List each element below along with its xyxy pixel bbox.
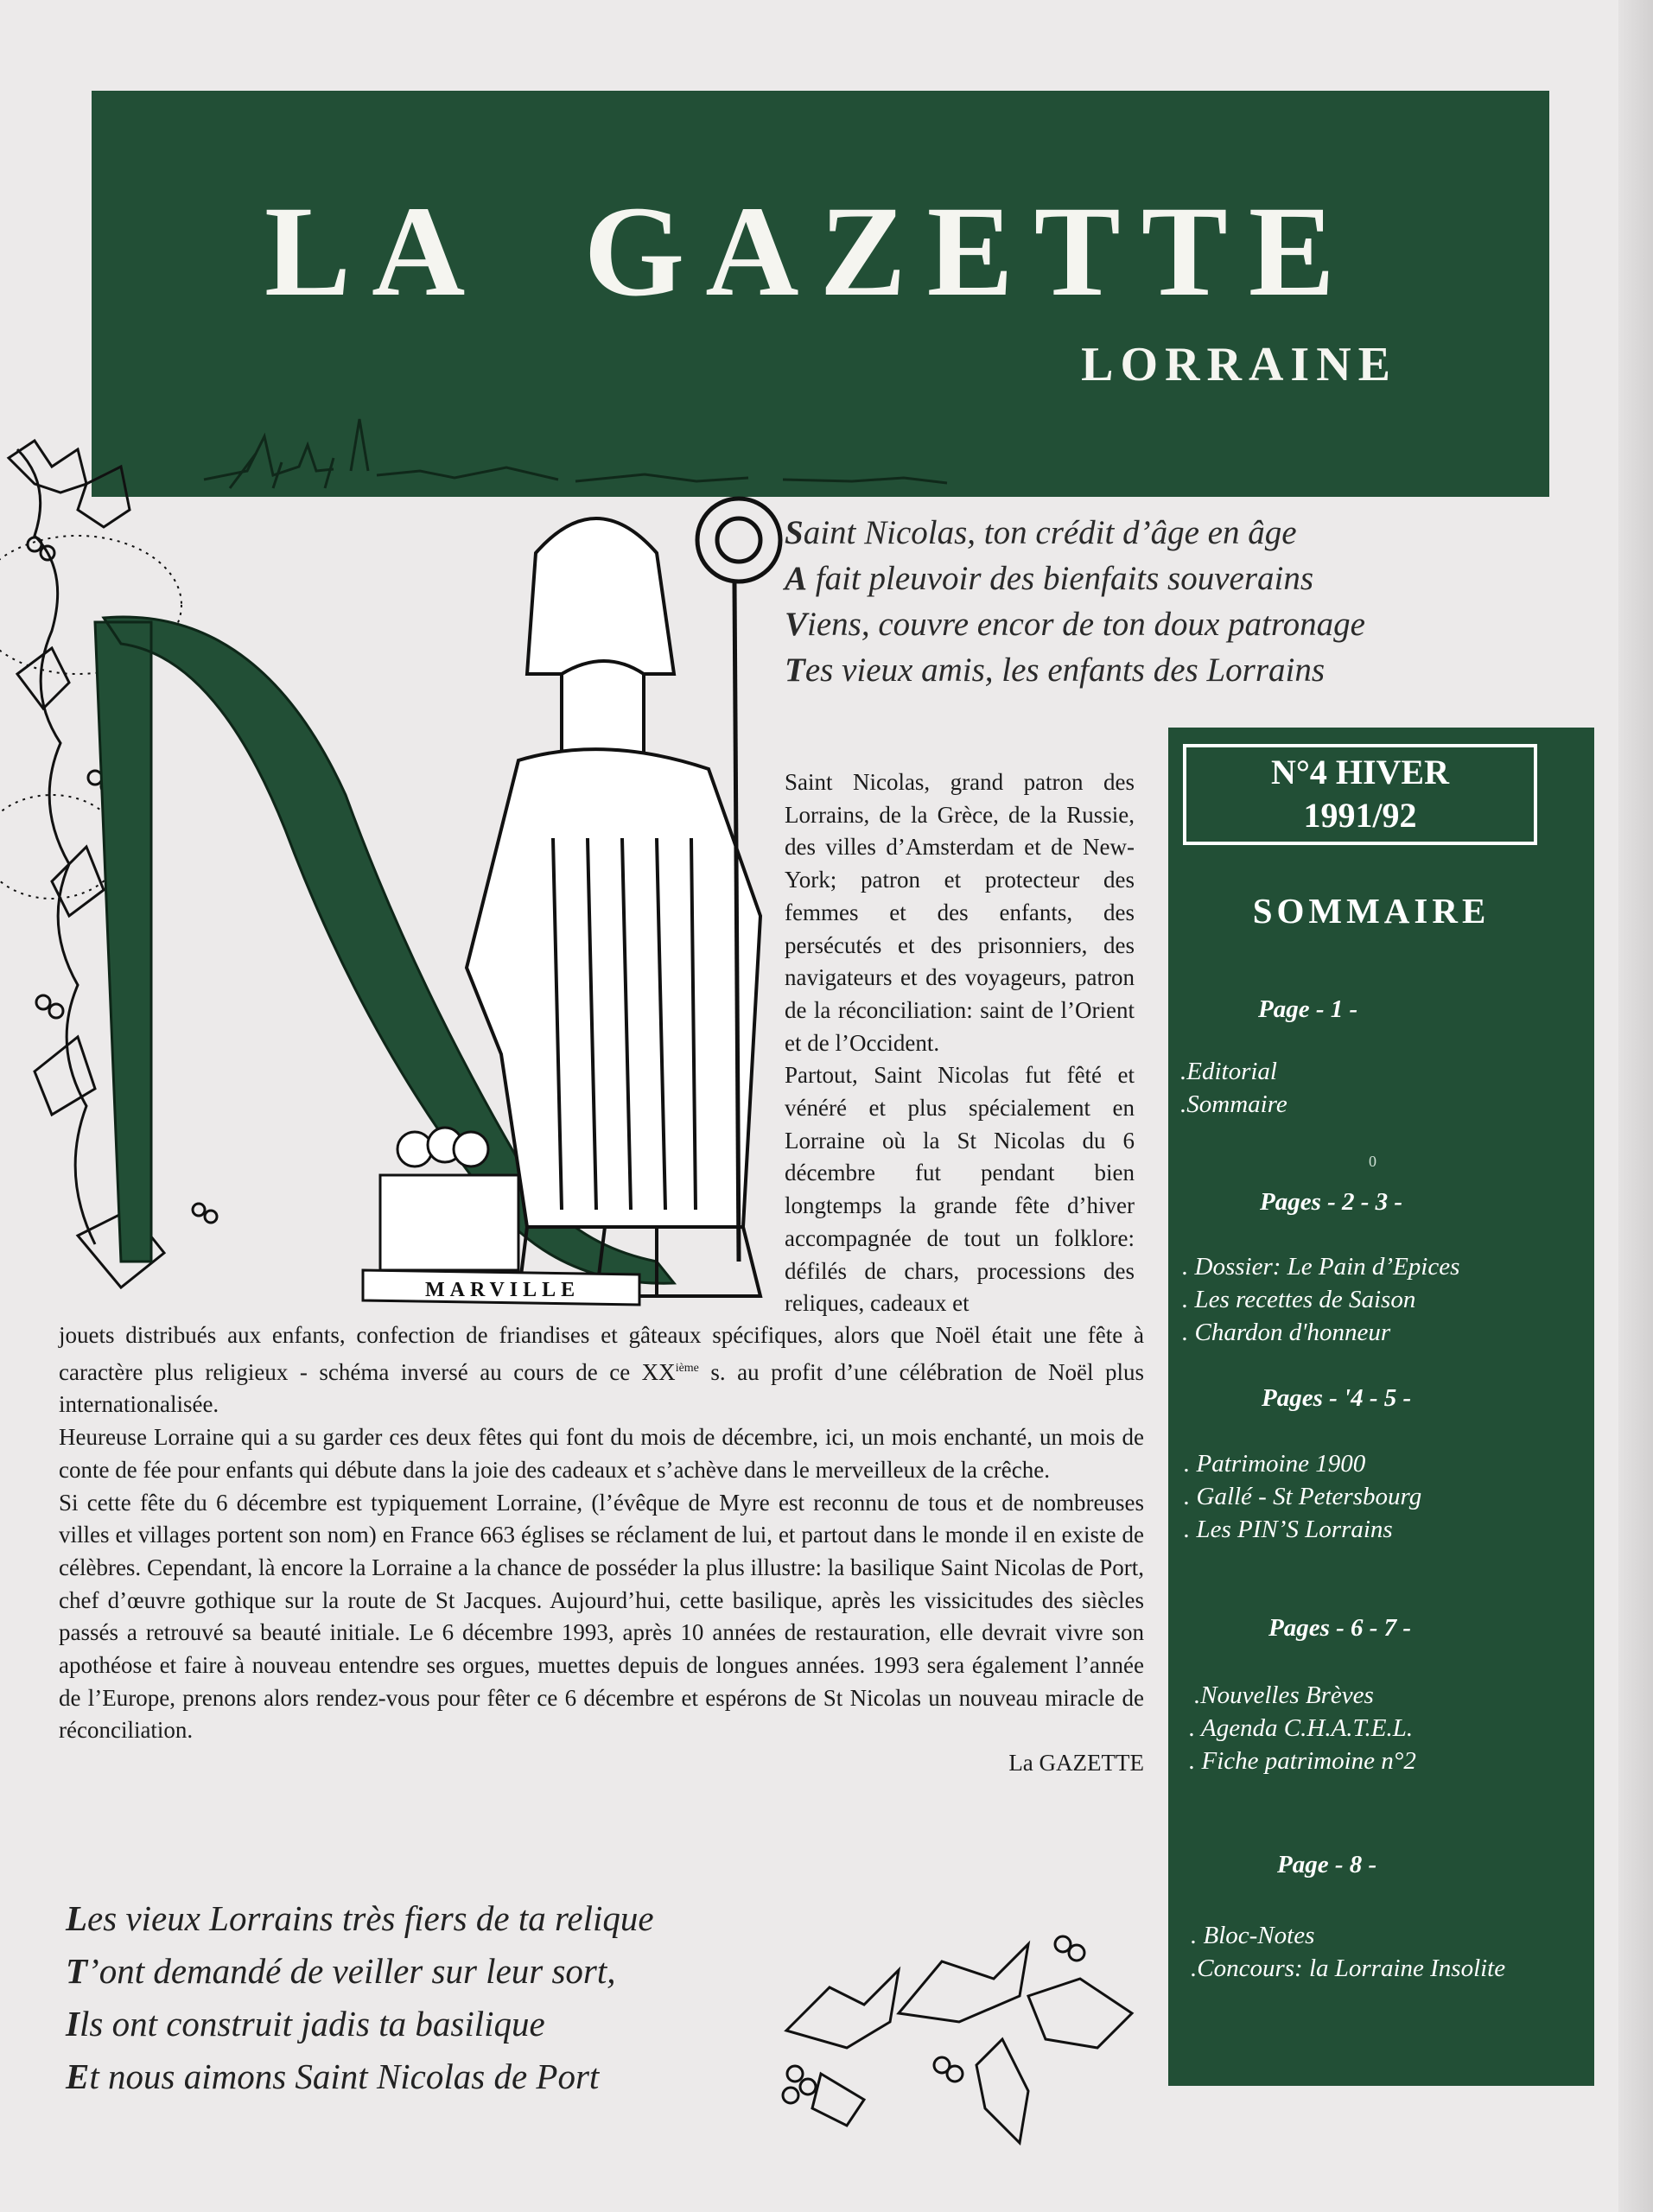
poem-initial: S bbox=[785, 514, 804, 551]
issue-number: N°4 HIVER bbox=[1270, 753, 1449, 791]
toc-item: . Gallé - St Petersbourg bbox=[1184, 1483, 1422, 1510]
toc-section-heading: Pages - 6 - 7 - bbox=[1268, 1614, 1412, 1642]
poem-initial: T bbox=[785, 652, 805, 689]
toc-item: . Patrimoine 1900 bbox=[1184, 1450, 1366, 1478]
masthead-subtitle: LORRAINE bbox=[1081, 338, 1397, 391]
poem-line bbox=[66, 2050, 843, 2103]
poem-line bbox=[785, 510, 1545, 556]
toc-mark: 0 bbox=[1369, 1153, 1376, 1170]
toc-item: . Chardon d'honneur bbox=[1182, 1319, 1391, 1346]
sommaire-title: SOMMAIRE bbox=[1252, 891, 1491, 931]
poem-bottom bbox=[66, 1892, 843, 2103]
poem-line bbox=[785, 647, 1545, 693]
toc-item: . Fiche patrimoine n°2 bbox=[1189, 1747, 1416, 1775]
article-text: jouets distribués aux enfants, confection de friandises et gâteaux spécifiques, alors que Noël était une fête à caractère plus religieux - schéma inversé au cours de ce XX bbox=[59, 1322, 1144, 1385]
poem-line bbox=[785, 601, 1545, 647]
poem-initial: A bbox=[785, 560, 808, 597]
saint-nicolas-illustration bbox=[0, 432, 786, 1331]
toc-item: . Dossier: Le Pain d’Epices bbox=[1182, 1253, 1460, 1281]
poem-line bbox=[66, 1945, 843, 1998]
poem-initial: T bbox=[66, 1951, 88, 1991]
toc-item: .Editorial bbox=[1180, 1058, 1277, 1085]
toc-section-heading: Page - 1 - bbox=[1258, 995, 1358, 1023]
page-edge bbox=[1618, 0, 1653, 2212]
toc-section-heading: Page - 8 - bbox=[1277, 1851, 1377, 1878]
poem-text: t nous aimons Saint Nicolas de Port bbox=[89, 2056, 600, 2096]
poem-line bbox=[785, 556, 1545, 601]
superscript: ième bbox=[675, 1361, 699, 1375]
article-paragraph: Heureuse Lorraine qui a su garder ces deux fêtes qui font du mois de décembre, ici, un mois enchanté, un mois de conte de fée pour enfants qui débute dans la joie des cadeaux et s’achève dans le merveilleux de la crêche. bbox=[59, 1424, 1144, 1483]
toc-section-heading: Pages - '4 - 5 - bbox=[1262, 1384, 1412, 1412]
article-paragraph: Saint Nicolas, grand patron des Lorrains, de la Grèce, de la Russie, des villes d’Amsterdam et de New-York; patron et protecteur des femmes et des enfants, des persécutés et des prisonniers, des navigateurs et des voyageurs, patron de la réconciliation: saint de l’Orient et de l’Occident. bbox=[785, 769, 1135, 1056]
illustration-caption: MARVILLE bbox=[425, 1279, 581, 1301]
poem-line bbox=[66, 1892, 843, 1945]
issue-date: 1991/92 bbox=[1303, 796, 1417, 835]
toc-item: . Agenda C.H.A.T.E.L. bbox=[1189, 1714, 1414, 1742]
poem-top bbox=[785, 510, 1545, 693]
poem-initial: E bbox=[66, 2056, 90, 2096]
article-text: s. au profit d’une célébration de Noël plus internationalisée. bbox=[59, 1358, 1145, 1418]
sommaire-sidebar bbox=[1168, 728, 1594, 2086]
poem-text: aint Nicolas, ton crédit d’âge en âge bbox=[803, 514, 1297, 551]
poem-text: iens, couvre encor de ton doux patronage bbox=[807, 606, 1365, 643]
article-paragraph: Partout, Saint Nicolas fut fêté et vénéré et plus spécialement en Lorraine où la St Nicolas du 6 décembre fut pendant bien longtemps la grande fête d’hiver accompagnée de tout un folklore: défilés de chars, processions des reliques, cadeaux et bbox=[785, 1062, 1135, 1317]
toc-item: . Les PIN’S Lorrains bbox=[1184, 1516, 1393, 1543]
article-column bbox=[785, 766, 1135, 1320]
article-paragraph: Si cette fête du 6 décembre est typiquement Lorraine, (l’évêque de Myre est reconnu de tous et de nombreuses villes et villages portent son nom) en France 663 églises se réclament de lui, et partout dans le monde il en existe de célèbres. Cependant, là encore la Lorraine a la chance de posséder la plus illustre: la basilique Saint Nicolas de Port, chef d’œuvre gothique sur la route de St Jacques. Aujourd’hui, cette basilique, après les vissicitudes des siècles passés a retrouvé sa beauté initiale. Le 6 décembre 1993, après 10 années de restauration, elle devrait vivre son apothéose et faire à nouveau entendre ses orgues, muettes depuis de longues années. 1993 sera également l’année de l’Europe, prenons alors rendez-vous pour fêter ce 6 décembre et espérons de St Nicolas un nouveau miracle de réconciliation. bbox=[59, 1489, 1144, 1744]
poem-initial: L bbox=[66, 1898, 88, 1938]
article-paragraph bbox=[59, 1319, 1144, 1421]
article-wide bbox=[59, 1319, 1144, 1780]
toc-section-heading: Pages - 2 - 3 - bbox=[1260, 1188, 1403, 1216]
toc-item: .Nouvelles Brèves bbox=[1194, 1681, 1374, 1709]
poem-text: ’ont demandé de veiller sur leur sort, bbox=[87, 1951, 616, 1991]
toc-item: .Concours: la Lorraine Insolite bbox=[1191, 1955, 1506, 1982]
poem-text: es vieux Lorrains très fiers de ta relique bbox=[87, 1898, 654, 1938]
poem-line bbox=[66, 1998, 843, 2050]
poem-text: es vieux amis, les enfants des Lorrains bbox=[804, 652, 1326, 689]
toc-item: . Les recettes de Saison bbox=[1182, 1286, 1416, 1313]
poem-initial: V bbox=[785, 606, 808, 643]
holly-sprig-illustration bbox=[769, 1918, 1175, 2152]
masthead-title: LA GAZETTE bbox=[264, 180, 1356, 323]
poem-initial: I bbox=[66, 2004, 79, 2044]
article-signature: La GAZETTE bbox=[1008, 1750, 1144, 1777]
toc-item: .Sommaire bbox=[1180, 1090, 1287, 1118]
poem-text: ls ont construit jadis ta basilique bbox=[79, 2004, 545, 2044]
toc-item: . Bloc-Notes bbox=[1191, 1922, 1315, 1949]
issue-box bbox=[1183, 744, 1537, 845]
poem-text: fait pleuvoir des bienfaits souverains bbox=[807, 560, 1314, 597]
